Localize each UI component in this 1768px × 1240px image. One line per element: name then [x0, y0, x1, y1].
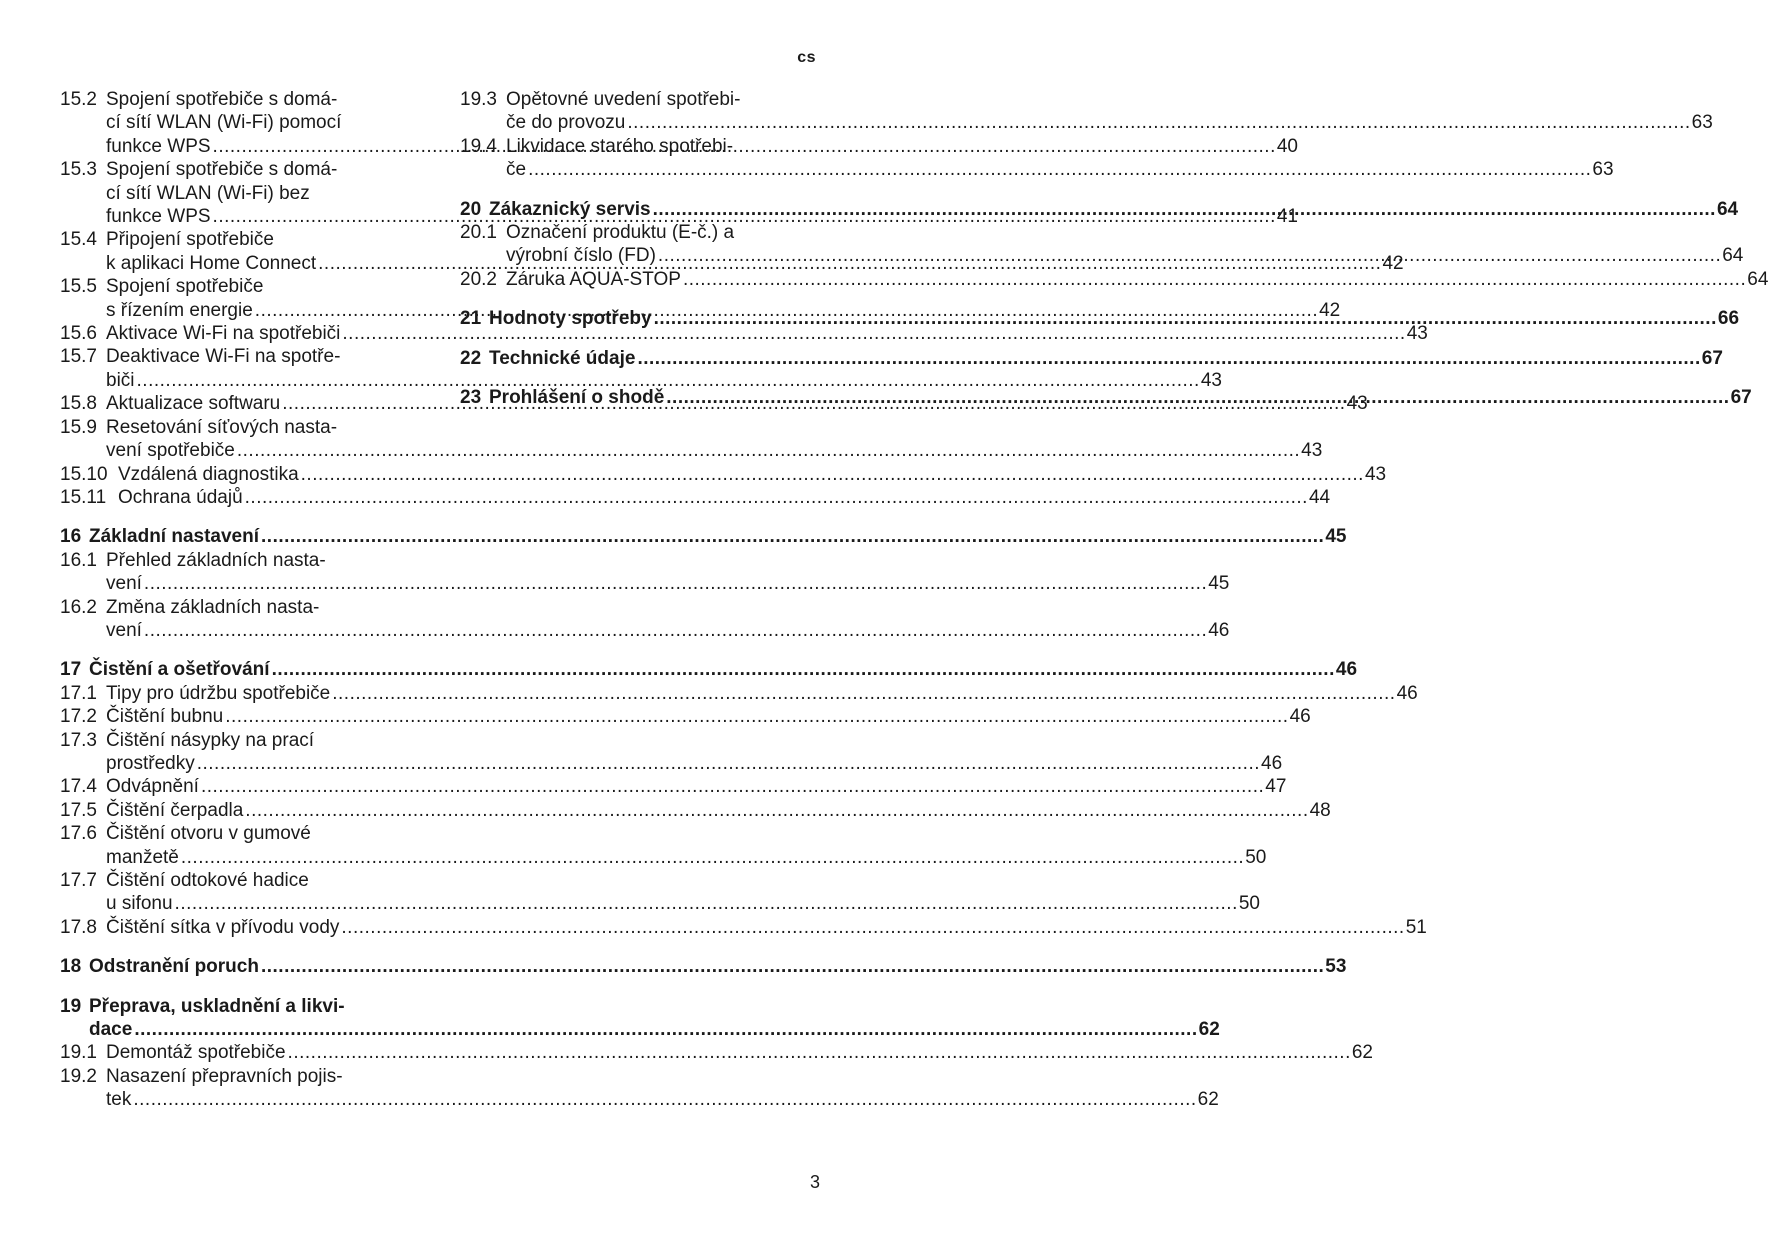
entry-title: [89, 658, 1357, 681]
entry-title-line: Prohlášení o shodě: [489, 387, 665, 409]
entry-title-line: dace: [89, 1019, 133, 1041]
entry-title: [106, 596, 1229, 643]
entry-title-line: Připojení spotřebiče: [106, 229, 274, 251]
entry-page-number: 62: [1197, 1089, 1219, 1111]
entry-title: [106, 916, 1427, 939]
entry-title-line: Aktualizace softwaru: [106, 393, 281, 415]
entry-title-line: Tipy pro údržbu spotřebiče: [106, 682, 331, 704]
entry-title-line: Zákaznický servis: [489, 198, 651, 220]
entry-number: 15.11: [60, 486, 107, 508]
entry-title: [118, 463, 1386, 486]
entry-title: [489, 307, 1739, 330]
entry-title-line: Přeprava, uskladnění a likvi-: [89, 995, 345, 1017]
toc-section-entry[interactable]: [60, 322, 1428, 345]
entry-title: [489, 198, 1738, 221]
entry-page-number: 67: [1730, 387, 1752, 409]
entry-number: 16.2: [60, 596, 97, 618]
entry-number: 17: [60, 659, 82, 681]
entry-title-line: Aktivace Wi-Fi na spotřebiči: [106, 323, 341, 345]
entry-title-line: Čištění odtokové hadice: [106, 870, 309, 891]
dot-leader: [341, 916, 1404, 939]
entry-title-line: Čistění a ošetřování: [89, 659, 270, 681]
entry-page-number: 41: [1276, 206, 1298, 228]
dot-leader: [627, 111, 1690, 134]
entry-title-line: Ochrana údajů: [118, 486, 243, 508]
entry-title-line: Změna základních nasta-: [106, 596, 320, 618]
entry-number: 17.5: [60, 799, 97, 821]
entry-page-number: 46: [1335, 659, 1358, 681]
entry-title: [89, 525, 1346, 548]
entry-title: [106, 729, 1282, 776]
entry-title-line: tek: [106, 1089, 132, 1111]
entry-number: 19.2: [60, 1065, 97, 1087]
entry-title: [106, 549, 1229, 596]
entry-title-line: cí sítí WLAN (Wi-Fi) pomocí: [106, 112, 342, 134]
entry-number: 17.1: [60, 682, 97, 704]
entry-page-number: 45: [1325, 526, 1347, 548]
entry-page-number: 50: [1238, 893, 1260, 915]
entry-page-number: 44: [1308, 486, 1331, 508]
dot-leader: [658, 244, 1721, 267]
entry-page-number: 43: [1200, 369, 1222, 391]
toc-section-entry[interactable]: [60, 416, 1323, 463]
entry-number: 21: [460, 308, 482, 330]
dot-leader: [261, 525, 1324, 548]
entry-title-line: výrobní číslo (FD): [506, 245, 656, 267]
entry-page-number: 46: [1289, 706, 1311, 728]
entry-title: [506, 221, 1743, 268]
toc-section-entry[interactable]: [60, 916, 1427, 939]
language-code: cs: [797, 49, 816, 66]
toc-section-entry[interactable]: [60, 799, 1331, 822]
entry-title-line: Demontáž spotřebiče: [106, 1042, 286, 1064]
entry-page-number: 43: [1406, 323, 1428, 345]
entry-title: [106, 799, 1331, 822]
entry-number: 15.5: [60, 276, 97, 298]
entry-page-number: 53: [1325, 956, 1347, 978]
entry-title-line: Záruka AQUA-STOP: [506, 268, 681, 290]
entry-title-line: Deaktivace Wi-Fi na spotře-: [106, 346, 341, 368]
dot-leader: [666, 386, 1729, 409]
dot-leader: [528, 158, 1591, 181]
entry-page-number: 64: [1747, 268, 1768, 290]
entry-page-number: 63: [1691, 112, 1713, 134]
entry-title-line: funkce WPS: [106, 135, 211, 157]
entry-number: 17.4: [60, 776, 97, 798]
entry-number: 15.2: [60, 89, 97, 110]
entry-number: 15.3: [60, 159, 97, 181]
entry-title-line: biči: [106, 369, 135, 391]
entry-page-number: 40: [1276, 135, 1298, 157]
entry-number: 15.4: [60, 229, 97, 251]
entry-number: 17.2: [60, 706, 97, 728]
entry-page-number: 67: [1701, 347, 1723, 369]
entry-title-line: Čištění bubnu: [106, 706, 224, 728]
entry-title: [106, 822, 1266, 869]
dot-leader: [144, 572, 1207, 595]
toc-section-entry[interactable]: [60, 549, 1230, 596]
entry-page-number: 48: [1309, 799, 1331, 821]
toc-chapter-entry[interactable]: [460, 347, 1723, 370]
entry-title: [506, 135, 1614, 182]
entry-title-line: Odvápnění: [106, 776, 199, 798]
entry-number: 16: [60, 526, 82, 548]
entry-title-line: vení spotřebiče: [106, 440, 235, 462]
entry-page-number: 43: [1346, 393, 1368, 415]
dot-leader: [245, 486, 1308, 509]
entry-number: 17.7: [60, 870, 97, 891]
entry-title-line: Hodnoty spotřeby: [489, 308, 652, 330]
entry-page-number: 62: [1198, 1019, 1220, 1041]
dot-leader: [637, 347, 1700, 370]
toc-section-entry[interactable]: [460, 88, 1713, 135]
entry-title: [106, 1065, 1219, 1112]
dot-leader: [201, 775, 1264, 798]
entry-number: 19.3: [460, 89, 497, 110]
entry-title-line: vení: [106, 619, 142, 641]
entry-page-number: 50: [1245, 846, 1267, 868]
dot-leader: [133, 1088, 1196, 1111]
toc-section-entry[interactable]: [60, 1065, 1219, 1112]
dot-leader: [288, 1041, 1351, 1064]
entry-title: [489, 386, 1752, 409]
entry-page-number: 45: [1208, 573, 1230, 595]
entry-number: 15.8: [60, 393, 97, 415]
entry-number: 19.1: [60, 1042, 97, 1064]
entry-page-number: 64: [1722, 245, 1744, 267]
entry-page-number: 42: [1319, 299, 1341, 321]
entry-page-number: 46: [1261, 752, 1283, 774]
toc-section-entry[interactable]: [60, 729, 1283, 776]
dot-leader: [237, 439, 1300, 462]
entry-title-line: Čištění sítka v přívodu vody: [106, 916, 340, 938]
entry-number: 15.7: [60, 346, 97, 368]
dot-leader: [301, 463, 1364, 486]
dot-leader: [653, 198, 1716, 221]
toc-section-entry[interactable]: [60, 822, 1267, 869]
toc-section-entry[interactable]: [60, 682, 1418, 705]
entry-title-line: u sifonu: [106, 893, 173, 915]
dot-leader: [197, 752, 1260, 775]
entry-title-line: Čištění čerpadla: [106, 799, 244, 821]
entry-title-line: Čištění násypky na prací: [106, 729, 315, 751]
entry-number: 20.1: [460, 222, 497, 244]
toc-section-entry[interactable]: [60, 486, 1331, 509]
toc-chapter-entry[interactable]: [60, 955, 1347, 978]
entry-number: 20: [460, 198, 482, 220]
entry-title: [106, 705, 1311, 728]
dot-leader: [332, 682, 1395, 705]
entry-number: 23: [460, 387, 482, 409]
dot-leader: [144, 619, 1207, 642]
toc-section-entry[interactable]: [60, 463, 1387, 486]
entry-title-line: Resetování síťových nasta-: [106, 416, 338, 438]
entry-number: 19: [60, 995, 82, 1017]
entry-number: 22: [460, 347, 482, 369]
dot-leader: [654, 307, 1717, 330]
entry-title-line: Spojení spotřebiče s domá-: [106, 159, 338, 181]
entry-title-line: Odstranění poruch: [89, 956, 259, 978]
entry-title-line: če do provozu: [506, 112, 626, 134]
entry-title: [106, 416, 1322, 463]
entry-title: [106, 682, 1418, 705]
entry-number: 15.6: [60, 323, 97, 345]
dot-leader: [683, 268, 1746, 291]
entry-title-line: s řízením energie: [106, 299, 253, 321]
entry-title-line: Likvidace starého spotřebi-: [506, 135, 734, 157]
entry-number: 17.3: [60, 729, 97, 751]
entry-page-number: 66: [1717, 308, 1740, 330]
entry-number: 16.1: [60, 549, 97, 571]
entry-title-line: Spojení spotřebiče: [106, 276, 264, 298]
entry-title-line: Opětovné uvedení spotřebi-: [506, 89, 741, 110]
entry-page-number: 43: [1364, 463, 1387, 485]
entry-title: [106, 869, 1260, 916]
dot-leader: [134, 1018, 1197, 1041]
entry-title: [106, 775, 1286, 798]
toc-chapter-entry[interactable]: [60, 658, 1358, 681]
toc-chapter-entry[interactable]: [60, 995, 1220, 1042]
entry-title-line: prostředky: [106, 752, 195, 774]
dot-leader: [245, 799, 1308, 822]
toc-chapter-entry[interactable]: [60, 525, 1347, 548]
entry-title-line: Nasazení přepravních pojis-: [106, 1065, 343, 1087]
entry-number: 15.10: [60, 463, 108, 485]
entry-title-line: vení: [106, 573, 142, 595]
entry-page-number: 62: [1351, 1042, 1373, 1064]
toc-section-entry[interactable]: [60, 869, 1260, 916]
entry-title-line: Vzdálená diagnostika: [118, 463, 299, 485]
entry-title: [489, 347, 1723, 370]
entry-title-line: k aplikaci Home Connect: [106, 252, 317, 274]
dot-leader: [225, 705, 1288, 728]
entry-page-number: 63: [1592, 159, 1614, 181]
entry-title: [89, 955, 1346, 978]
toc-section-entry[interactable]: [60, 1041, 1373, 1064]
dot-leader: [181, 846, 1244, 869]
entry-title-line: cí sítí WLAN (Wi-Fi) bez: [106, 182, 310, 204]
entry-page-number: 46: [1396, 682, 1418, 704]
entry-title-line: Technické údaje: [489, 347, 636, 369]
entry-title-line: Spojení spotřebiče s domá-: [106, 89, 338, 110]
entry-title-line: manžetě: [106, 846, 179, 868]
entry-page-number: 42: [1382, 252, 1404, 274]
entry-title-line: Základní nastavení: [89, 526, 260, 548]
toc-section-entry[interactable]: [60, 775, 1287, 798]
entry-title: [506, 88, 1713, 135]
entry-page-number: 46: [1208, 619, 1230, 641]
dot-leader: [272, 658, 1335, 681]
entry-title-line: Čištění otvoru v gumové: [106, 823, 311, 845]
toc-section-entry[interactable]: [460, 268, 1768, 291]
entry-number: 15.9: [60, 416, 97, 438]
entry-title: [118, 486, 1330, 509]
page-number: 3: [809, 1172, 820, 1192]
toc-section-entry[interactable]: [60, 705, 1311, 728]
entry-number: 17.6: [60, 823, 97, 845]
entry-title: [89, 995, 1220, 1042]
entry-title-line: če: [506, 159, 527, 181]
entry-title: [106, 1041, 1373, 1064]
entry-title: [506, 268, 1768, 291]
toc-section-entry[interactable]: [60, 596, 1230, 643]
entry-page-number: 47: [1265, 776, 1287, 798]
dot-leader: [261, 955, 1324, 978]
entry-number: 18: [60, 956, 82, 978]
entry-page-number: 51: [1405, 916, 1427, 938]
entry-number: 17.8: [60, 916, 97, 938]
dot-leader: [175, 892, 1238, 915]
entry-number: 19.4: [460, 135, 497, 157]
entry-page-number: 64: [1716, 198, 1739, 220]
entry-page-number: 43: [1301, 440, 1323, 462]
entry-title-line: Přehled základních nasta-: [106, 549, 326, 571]
entry-number: 20.2: [460, 268, 497, 290]
entry-title-line: funkce WPS: [106, 206, 211, 228]
entry-title-line: Označení produktu (E-č.) a: [506, 222, 735, 244]
